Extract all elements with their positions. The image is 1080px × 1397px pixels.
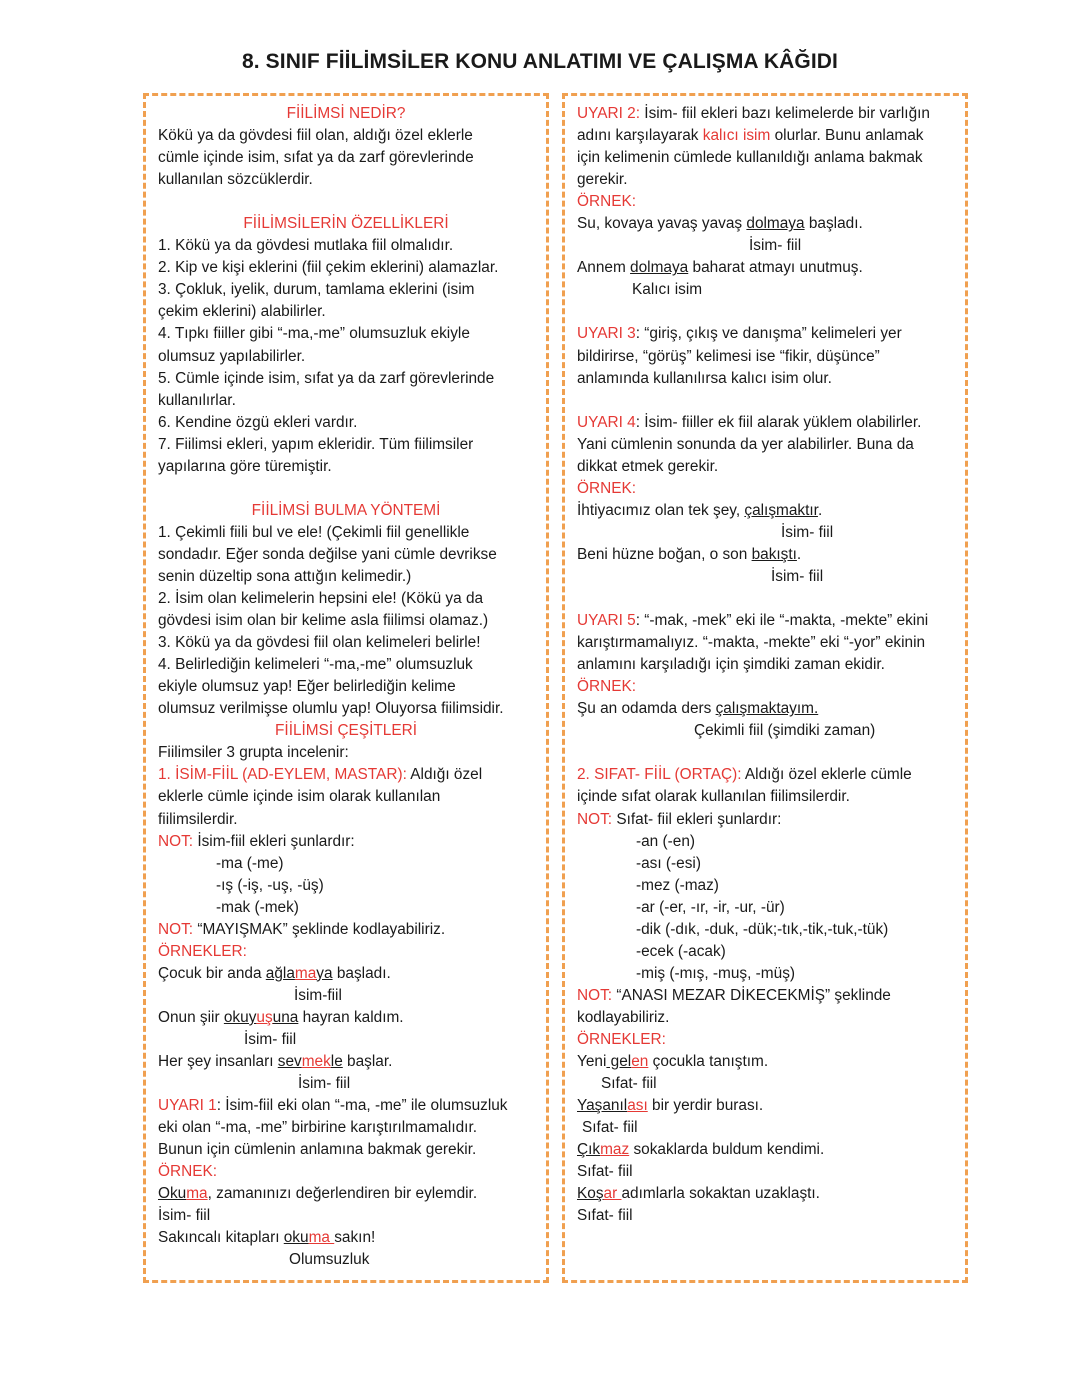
text-segment: 4. Belirlediğin kelimeleri “-ma,-me” olumsuzluk (158, 656, 473, 674)
text-line (158, 831, 534, 853)
text-segment: Sıfat- fiil (582, 1119, 638, 1137)
text-line (577, 897, 953, 919)
text-segment: İsim- fiil (781, 523, 834, 541)
blank-line (158, 191, 534, 213)
text-segment: ası (627, 1097, 648, 1115)
text-line (577, 412, 953, 434)
text-segment: Çık (577, 1141, 601, 1159)
text-segment: -ma (-me) (216, 854, 284, 872)
section-heading (158, 103, 534, 125)
text-line (158, 1249, 534, 1271)
text-line (158, 786, 534, 808)
blank-line (577, 390, 953, 412)
text-segment: bildirirse, “görüş” kelimesi ise “fikir, düşünce” (577, 347, 880, 365)
text-line (158, 257, 534, 279)
text-segment: -ış (-iş, -uş, -üş) (216, 876, 324, 894)
text-line (577, 456, 953, 478)
text-segment: 7. Fiilimsi ekleri, yapım ekleridir. Tüm fiilimsiler (158, 435, 474, 453)
text-segment: “ANASI MEZAR DİKECEKMİŞ” şeklinde (612, 986, 891, 1004)
text-segment: Sıfat- fiil ekleri şunlardır: (612, 810, 782, 828)
text-segment: Sıfat- fiil (577, 1207, 633, 1225)
text-segment: 1. Çekimli fiili bul ve ele! (Çekimli fiil genellikle (158, 523, 470, 541)
text-segment: hayran kaldım. (298, 1008, 404, 1026)
text-segment: una (272, 1008, 299, 1026)
text-segment: sev (277, 1053, 302, 1071)
text-line (577, 610, 953, 632)
text-segment: sokaklarda buldum kendimi. (629, 1141, 825, 1159)
text-segment: mek (301, 1053, 331, 1071)
text-segment: için kelimenin cümlede kullanıldığı anlama bakmak (577, 149, 923, 167)
text-line (158, 235, 534, 257)
text-line (577, 257, 953, 279)
text-segment: olumsuz yapılabilirler. (158, 347, 306, 365)
text-segment: adını karşılayarak (577, 127, 703, 145)
text-segment: 5. Cümle içinde isim, sıfat ya da zarf görevlerinde (158, 369, 495, 387)
text-line (158, 301, 534, 323)
text-segment: karıştırmamalıyız. “-makta, -mekte” eki “-yor” ekinin (577, 634, 926, 652)
text-segment: , zamanınızı değerlendiren bir eylemdir. (207, 1185, 478, 1203)
text-segment: adımlarla sokaktan uzaklaştı. (621, 1185, 820, 1203)
text-line (577, 720, 953, 742)
text-line (158, 1183, 534, 1205)
text-segment: ma (294, 964, 317, 982)
text-segment: bir yerdir burası. (647, 1097, 764, 1115)
text-line (577, 632, 953, 654)
text-line (577, 169, 953, 191)
text-segment: Su, kovaya yavaş yavaş (577, 215, 747, 233)
text-line (158, 1227, 534, 1249)
text-segment: : “-mak, -mek” eki ile “-makta, -mekte” ekini (635, 612, 929, 630)
text-segment: Koş (577, 1185, 604, 1203)
text-line (577, 500, 953, 522)
text-line (158, 985, 534, 1007)
text-line (577, 941, 953, 963)
text-segment: eki olan “-ma, -me” birbirine karıştırılmamalıdır. (158, 1119, 478, 1137)
text-line (158, 279, 534, 301)
blank-line (158, 478, 534, 500)
text-segment: Sıfat- fiil (601, 1075, 657, 1093)
text-segment: İsim-fiil ekleri şunlardır: (193, 832, 355, 850)
text-segment: NOT: (158, 832, 194, 850)
text-segment: 3. Çokluk, iyelik, durum, tamlama eklerini (isim (158, 281, 475, 299)
text-line (158, 566, 534, 588)
text-line (158, 412, 534, 434)
text-segment: ekiyle olumsuz yap! Eğer belirlediğin kelime (158, 678, 456, 696)
text-segment: Olumsuzluk (289, 1251, 370, 1269)
text-line (158, 919, 534, 941)
text-segment: FİİLİMSİ NEDİR? (286, 105, 406, 122)
text-line (577, 1095, 953, 1117)
text-segment: içinde sıfat olarak kullanılan fiilimsilerdir. (577, 788, 850, 806)
text-line (158, 368, 534, 390)
text-segment: NOT: (577, 986, 613, 1004)
text-line (158, 588, 534, 610)
text-line (158, 676, 534, 698)
text-line (158, 875, 534, 897)
text-segment: ma (308, 1229, 335, 1247)
text-segment: gel (606, 1053, 632, 1071)
text-segment: -ası (-esi) (636, 854, 701, 872)
text-segment: 2. SIFAT- FİİL (ORTAÇ): (577, 766, 742, 784)
text-segment: İsim- fiil (771, 567, 824, 585)
text-segment: yapılarına göre türemiştir. (158, 457, 332, 475)
text-segment: bakıştı (751, 545, 797, 563)
text-segment: ÖRNEKLER: (158, 942, 247, 960)
text-line (158, 809, 534, 831)
text-line (577, 698, 953, 720)
text-line (158, 147, 534, 169)
text-segment: Annem (577, 259, 631, 277)
text-segment: FİİLİMSİLERİN ÖZELLİKLERİ (243, 215, 449, 233)
text-line (577, 279, 953, 301)
text-segment: -dik (-dık, -duk, -dük;-tık,-tik,-tuk,-tük) (636, 920, 889, 938)
text-segment: sondadır. Eğer sonda değilse yani cümle devrikse (158, 545, 497, 563)
text-segment: -ar (-er, -ır, -ir, -ur, -ür) (636, 898, 785, 916)
text-segment: dikkat etmek gerekir. (577, 457, 719, 475)
text-line (577, 1161, 953, 1183)
text-line (577, 544, 953, 566)
text-segment: İsim- fiil (749, 237, 802, 255)
text-segment: ÖRNEK: (577, 479, 637, 497)
text-segment: oku (283, 1229, 309, 1247)
text-line (577, 478, 953, 500)
text-segment: Şu an odamda ders (577, 700, 716, 718)
text-line (577, 434, 953, 456)
section-heading (158, 720, 534, 742)
text-line (158, 456, 534, 478)
text-line (577, 235, 953, 257)
text-line (158, 897, 534, 919)
text-segment: başlar. (342, 1053, 393, 1071)
text-segment: eklerle cümle içinde isim olarak kullanılan (158, 788, 441, 806)
text-segment: Onun şiir (158, 1008, 224, 1026)
text-segment: kalıcı isim (702, 127, 771, 145)
text-segment: ma (186, 1185, 208, 1203)
text-segment: ÖRNEK: (158, 1163, 218, 1181)
text-line (577, 985, 953, 1007)
text-segment: ya (316, 964, 333, 982)
text-segment: kodlayabiliriz. (577, 1008, 670, 1026)
text-line (577, 764, 953, 786)
text-segment: uş (256, 1008, 273, 1026)
text-segment: fiilimsilerdir. (158, 810, 238, 828)
text-segment: Beni hüzne boğan, o son (577, 545, 752, 563)
text-segment: İsim- fiil (298, 1075, 351, 1093)
text-segment: NOT: (577, 810, 613, 828)
text-line (158, 853, 534, 875)
text-line (577, 786, 953, 808)
text-segment: Fiilimsiler 3 grupta incelenir: (158, 744, 349, 762)
text-line (158, 941, 534, 963)
text-segment: Bunun için cümlenin anlamına bakmak gerekir. (158, 1141, 477, 1159)
text-line (158, 522, 534, 544)
text-line (158, 390, 534, 412)
text-line (577, 103, 953, 125)
text-segment: : “giriş, çıkış ve danışma” kelimeleri yer (635, 325, 902, 343)
text-segment: çekim eklerini) alabilirler. (158, 303, 326, 321)
text-line (577, 1029, 953, 1051)
text-line (577, 566, 953, 588)
text-segment: 6. Kendine özgü ekleri vardır. (158, 413, 358, 431)
text-line (577, 1205, 953, 1227)
text-line (577, 368, 953, 390)
text-line (577, 809, 953, 831)
text-line (577, 1139, 953, 1161)
text-line (158, 434, 534, 456)
text-line (158, 654, 534, 676)
text-line (158, 632, 534, 654)
text-segment: UYARI 2: (577, 105, 641, 122)
text-line (577, 1183, 953, 1205)
text-segment: Aldığı özel (406, 766, 483, 784)
text-line (577, 1051, 953, 1073)
text-segment: NOT: (158, 920, 194, 938)
text-segment: FİİLİMSİ BULMA YÖNTEMİ (251, 501, 441, 519)
text-segment: dolmaya (746, 215, 805, 233)
text-segment: UYARI 1 (158, 1097, 217, 1115)
text-line (158, 346, 534, 368)
text-segment: . (817, 501, 823, 519)
text-line (577, 1117, 953, 1139)
text-segment: anlamını karşıladığı için şimdiki zaman ekidir. (577, 656, 885, 674)
text-segment: en (631, 1053, 649, 1071)
right-column (562, 93, 968, 1283)
text-segment: çocukla tanıştım. (648, 1053, 769, 1071)
text-segment: gövdesi isim olan bir kelime asla fiilimsi olamaz.) (158, 612, 489, 630)
text-line (577, 654, 953, 676)
text-segment: cümle içinde isim, sıfat ya da zarf görevlerinde (158, 149, 474, 167)
text-line (158, 610, 534, 632)
text-segment: sakın! (334, 1229, 376, 1247)
text-segment: le (330, 1053, 343, 1071)
text-segment: FİİLİMSİ ÇEŞİTLERİ (275, 722, 417, 740)
text-line (577, 213, 953, 235)
text-segment: İsim- fiil ekleri bazı kelimelerde bir varlığın (640, 105, 930, 122)
text-segment: olurlar. Bunu anlamak (770, 127, 924, 145)
text-line (158, 698, 534, 720)
text-segment: ÖRNEK: (577, 193, 637, 211)
text-segment: Kalıcı isim (632, 281, 703, 299)
text-segment: 1. Kökü ya da gövdesi mutlaka fiil olmalıdır. (158, 237, 454, 255)
text-segment: -an (-en) (636, 832, 696, 850)
section-heading (158, 213, 534, 235)
text-segment: -miş (-mış, -muş, -müş) (636, 964, 796, 982)
text-segment: Oku (158, 1185, 187, 1203)
text-segment: UYARI 4 (577, 413, 636, 431)
text-segment: 2. İsim olan kelimelerin hepsini ele! (Kökü ya da (158, 590, 484, 608)
text-segment: 2. Kip ve kişi eklerini (fiil çekim eklerini) alamazlar. (158, 259, 499, 277)
text-segment: Aldığı özel eklerle cümle (741, 766, 912, 784)
text-segment: İsim-fiil (294, 986, 342, 1004)
text-segment: çalışmaktayım. (715, 700, 819, 718)
text-segment: ağla (265, 964, 295, 982)
text-segment: : İsim- fiiller ek fiil alarak yüklem olabilirler. (635, 413, 922, 431)
text-line (158, 323, 534, 345)
text-line (158, 125, 534, 147)
text-segment: -mak (-mek) (216, 898, 299, 916)
text-line (577, 676, 953, 698)
text-line (158, 742, 534, 764)
text-segment: kullanılan sözcüklerdir. (158, 171, 313, 189)
text-segment: İsim- fiil (244, 1030, 297, 1048)
text-line (577, 1073, 953, 1095)
text-line (577, 522, 953, 544)
text-segment: Yaşanıl (577, 1097, 628, 1115)
text-line (158, 1095, 534, 1117)
text-segment: maz (600, 1141, 630, 1159)
text-segment: Kökü ya da gövdesi fiil olan, aldığı özel eklerle (158, 127, 473, 145)
text-line (577, 831, 953, 853)
text-line (158, 1117, 534, 1139)
text-segment: UYARI 3 (577, 325, 636, 343)
text-line (577, 853, 953, 875)
text-segment: Sakıncalı kitapları (158, 1229, 284, 1247)
text-segment: “MAYIŞMAK” şeklinde kodlayabiliriz. (193, 920, 446, 938)
text-segment: başladı. (804, 215, 863, 233)
text-line (577, 919, 953, 941)
page-title: 8. SINIF FİİLİMSİLER KONU ANLATIMI VE ÇALIŞMA KÂĞIDI (242, 50, 838, 73)
text-segment: senin düzeltip sona attığın kelimedir.) (158, 567, 412, 585)
text-segment: çalışmaktır (744, 501, 818, 519)
text-segment: olumsuz verilmişse olumlu yap! Oluyorsa fiilimsidir. (158, 700, 504, 718)
text-line (158, 963, 534, 985)
text-segment: Yani cümlenin sonunda da yer alabilirler. Buna da (577, 435, 914, 453)
text-segment: Sıfat- fiil (577, 1163, 633, 1181)
text-segment: UYARI 5 (577, 612, 636, 630)
text-line (577, 1007, 953, 1029)
text-segment: 4. Tıpkı fiiller gibi “-ma,-me” olumsuzluk ekiyle (158, 325, 470, 343)
text-segment: . (796, 545, 802, 563)
text-line (158, 1051, 534, 1073)
text-segment: Çekimli fiil (şimdiki zaman) (694, 722, 876, 740)
text-segment: Yeni (577, 1053, 607, 1071)
text-line (158, 1205, 534, 1227)
text-segment: -ecek (-acak) (636, 942, 726, 960)
text-line (158, 169, 534, 191)
text-segment: Her şey insanları (158, 1053, 278, 1071)
text-segment: kullanılırlar. (158, 391, 236, 409)
text-segment: Çocuk bir anda (158, 964, 266, 982)
text-segment: ÖRNEKLER: (577, 1030, 666, 1048)
text-segment: gerekir. (577, 171, 628, 189)
text-segment: ÖRNEK: (577, 678, 637, 696)
left-column (143, 93, 549, 1283)
text-line (577, 346, 953, 368)
text-line (577, 963, 953, 985)
text-segment: ar (603, 1185, 622, 1203)
text-segment: -mez (-maz) (636, 876, 719, 894)
text-line (158, 1161, 534, 1183)
text-line (158, 764, 534, 786)
text-line (158, 1139, 534, 1161)
text-line (158, 1073, 534, 1095)
text-line (158, 1029, 534, 1051)
text-line (577, 875, 953, 897)
blank-line (577, 742, 953, 764)
text-line (577, 323, 953, 345)
text-line (577, 125, 953, 147)
text-segment: 3. Kökü ya da gövdesi fiil olan kelimeleri belirle! (158, 634, 481, 652)
text-line (158, 544, 534, 566)
text-line (577, 147, 953, 169)
text-segment: baharat atmayı unutmuş. (688, 259, 863, 277)
text-segment: başladı. (332, 964, 391, 982)
text-segment: İhtiyacımız olan tek şey, (577, 501, 745, 519)
text-segment: 1. İSİM-FİİL (AD-EYLEM, MASTAR): (158, 766, 407, 784)
text-segment: İsim- fiil (158, 1207, 211, 1225)
text-segment: : İsim-fiil eki olan “-ma, -me” ile olumsuzluk (216, 1097, 508, 1115)
text-segment: okuy (223, 1008, 257, 1026)
text-segment: anlamında kullanılırsa kalıcı isim olur. (577, 369, 832, 387)
blank-line (577, 588, 953, 610)
text-segment: dolmaya (630, 259, 689, 277)
text-line (158, 1007, 534, 1029)
blank-line (577, 301, 953, 323)
text-line (577, 191, 953, 213)
section-heading (158, 500, 534, 522)
